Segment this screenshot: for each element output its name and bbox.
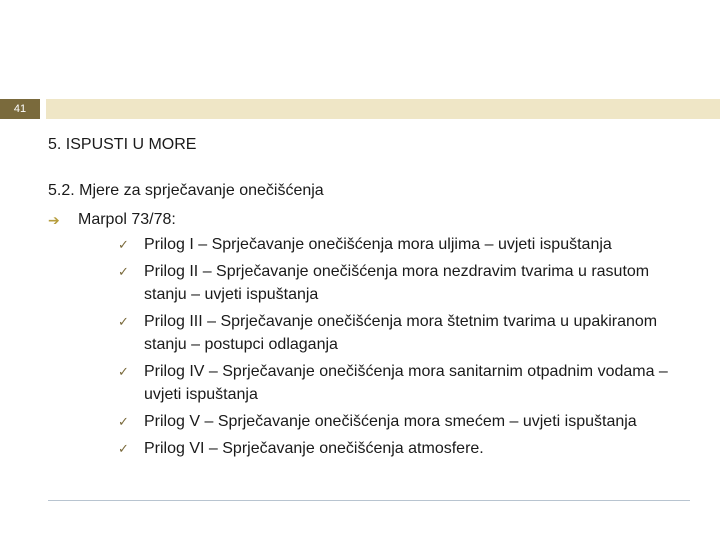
check-icon: ✓: [118, 237, 129, 252]
section-heading: 5. ISPUSTI U MORE: [48, 136, 197, 153]
annex-list: [78, 233, 688, 460]
header-band: [46, 99, 720, 119]
check-icon: ✓: [118, 314, 129, 329]
subsection-heading: 5.2. Mjere za sprječavanje onečišćenja: [48, 182, 324, 199]
list-item: [78, 260, 688, 306]
list-item-text: Prilog V – Sprječavanje onečišćenja mora smećem – uvjeti ispuštanja: [144, 413, 637, 430]
list-item-text: Prilog IV – Sprječavanje onečišćenja mora sanitarnim otpadnim vodama – uvjeti ispuštanja: [144, 363, 668, 403]
list-item-text: Prilog III – Sprječavanje onečišćenja mora štetnim tvarima u upakiranom stanju – postupci odlaganja: [144, 313, 658, 353]
slide-number: 41: [0, 99, 40, 119]
list-item: [78, 410, 688, 433]
check-icon: ✓: [118, 441, 129, 456]
check-icon: ✓: [118, 414, 129, 429]
slide-content: [48, 130, 688, 460]
check-icon: ✓: [118, 264, 129, 279]
main-bullet: [48, 208, 688, 460]
check-icon: ✓: [118, 364, 129, 379]
main-bullet-body: [78, 208, 688, 460]
list-item: [78, 360, 688, 406]
list-item: [78, 310, 688, 356]
main-bullet-text: Marpol 73/78:: [78, 211, 176, 228]
list-item-text: Prilog I – Sprječavanje onečišćenja mora uljima – uvjeti ispuštanja: [144, 236, 612, 253]
list-item-text: Prilog VI – Sprječavanje onečišćenja atmosfere.: [144, 440, 484, 457]
list-item: [78, 233, 688, 256]
list-item-text: Prilog II – Sprječavanje onečišćenja mora nezdravim tvarima u rasutom stanju – uvjeti ispuštanja: [144, 263, 650, 303]
bottom-divider: [48, 500, 690, 501]
list-item: [78, 437, 688, 460]
arrow-icon: ➔: [48, 212, 60, 228]
